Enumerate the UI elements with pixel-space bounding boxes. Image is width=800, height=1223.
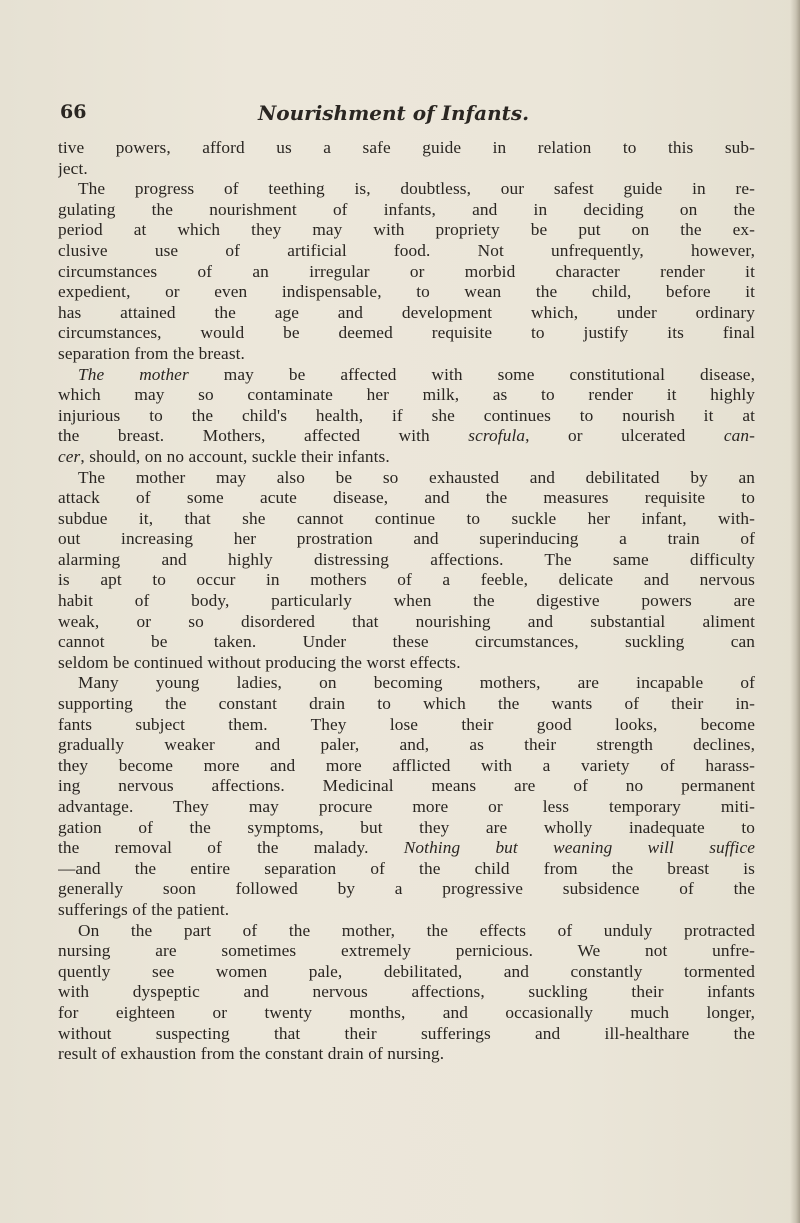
text-line: for eighteen or twenty months, and occasionally much longer,: [58, 1002, 755, 1022]
italic-text: The mother: [78, 364, 189, 384]
text-line: expedient, or even indispensable, to wean the child, before it: [58, 282, 755, 302]
body-text: [58, 138, 755, 1065]
running-title: Nourishment of Infants.: [258, 101, 530, 125]
text-line: period at which they may with propriety be put on the ex-: [58, 220, 755, 240]
italic-text: scrofula: [468, 426, 526, 446]
text-line: injurious to the child's health, if she continues to nourish it at: [58, 405, 755, 425]
text-line: —and the entire separation of the child from the breast is: [58, 858, 755, 878]
italic-text: cer: [58, 446, 81, 466]
text-line: circumstances, would be deemed requisite to justify its final: [58, 323, 755, 343]
text-line: The progress of teething is, doubtless, our safest guide in re-: [78, 179, 755, 199]
text-line: cer, should, on no account, suckle their infants.: [58, 446, 390, 466]
text-line: separation from the breast.: [58, 343, 245, 363]
text-line: On the part of the mother, the effects of unduly protracted: [78, 920, 755, 940]
text-line: tive powers, afford us a safe guide in relation to this sub-: [58, 138, 755, 157]
page-number: 66: [60, 101, 87, 123]
text-line: is apt to occur in mothers of a feeble, delicate and nervous: [58, 570, 755, 590]
text-line: subdue it, that she cannot continue to suckle her infant, with-: [58, 508, 755, 528]
text-line: generally soon followed by a progressive subsidence of the: [58, 879, 755, 899]
text-line: which may so contaminate her milk, as to render it highly: [58, 385, 755, 405]
text-line: habit of body, particularly when the digestive powers are: [58, 591, 755, 611]
text-line: supporting the constant drain to which the wants of their in-: [58, 694, 755, 714]
text-line: has attained the age and development which, under ordinary: [58, 302, 755, 322]
text-line: the breast. Mothers, affected with scrofula, or ulcerated can-: [58, 426, 755, 446]
text-line: ject.: [58, 158, 88, 178]
text-line: alarming and highly distressing affections. The same difficulty: [58, 549, 755, 569]
text-line: they become more and more afflicted with a variety of harass-: [58, 755, 755, 775]
text-line: gulating the nourishment of infants, and in deciding on the: [58, 199, 755, 219]
text-line: the removal of the malady. Nothing but weaning will suffice: [58, 838, 755, 858]
text-line: out increasing her prostration and superinducing a train of: [58, 529, 755, 549]
text-line: The mother may also be so exhausted and debilitated by an: [78, 467, 755, 487]
text-line: seldom be continued without producing the worst effects.: [58, 652, 461, 672]
text-line: sufferings of the patient.: [58, 899, 230, 919]
text-line: attack of some acute disease, and the measures requisite to: [58, 488, 755, 508]
italic-text: Nothing but weaning will suffice: [403, 838, 755, 858]
text-line: weak, or so disordered that nourishing and substantial aliment: [58, 611, 755, 631]
text-line: nursing are sometimes extremely pernicious. We not unfre-: [58, 941, 755, 961]
text-line: advantage. They may procure more or less temporary miti-: [58, 797, 755, 816]
text-line: with dyspeptic and nervous affections, suckling their infants: [58, 982, 755, 1002]
page-edge-shadow: [790, 0, 800, 1223]
text-line: without suspecting that their sufferings and ill-healthare the: [58, 1023, 755, 1043]
text-line: gation of the symptoms, but they are wholly inadequate to: [58, 817, 755, 837]
text-line: fants subject them. They lose their good looks, become: [58, 714, 755, 734]
text-line: quently see women pale, debilitated, and constantly tormented: [58, 961, 755, 981]
text-line: ing nervous affections. Medicinal means are of no permanent: [58, 776, 755, 796]
text-line: circumstances of an irregular or morbid character render it: [58, 261, 755, 281]
text-line: result of exhaustion from the constant drain of nursing.: [58, 1044, 445, 1064]
text-line: The mother may be affected with some constitutional disease,: [78, 364, 755, 384]
text-line: cannot be taken. Under these circumstances, suckling can: [58, 632, 755, 652]
page-header: [60, 101, 548, 125]
italic-text: can-: [723, 426, 755, 446]
text-line: gradually weaker and paler, and, as their strength declines,: [58, 735, 755, 755]
text-line: Many young ladies, on becoming mothers, are incapable of: [78, 673, 755, 693]
text-line: clusive use of artificial food. Not unfrequently, however,: [58, 240, 755, 260]
